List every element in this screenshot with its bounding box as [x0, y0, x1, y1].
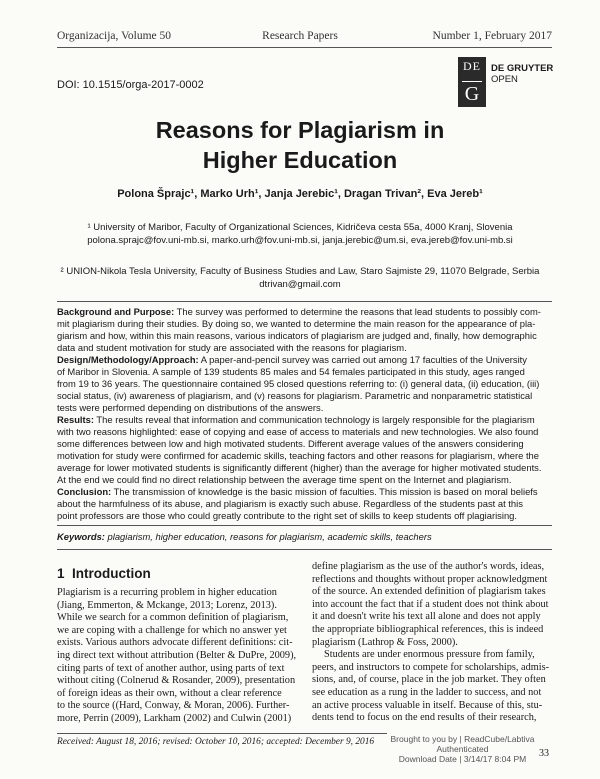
page-number: 33 — [539, 748, 549, 759]
body-line: Plagiarism is a recurring problem in higher education — [57, 587, 277, 598]
right-column — [312, 561, 552, 725]
affiliation-1-address: ¹ University of Maribor, Faculty of Organizational Sciences, Kidričeva cesta 55a, 4000 Kranj, Slovenia — [87, 222, 513, 233]
received-dates: Received: August 18, 2016; revised: October 10, 2016; accepted: December 9, 2016 — [57, 737, 375, 747]
abstract-line: The survey was performed to determine the reasons that lead students to possibly com- — [174, 306, 541, 317]
body-line: without citing (Colnerud & Rosander, 2009), presentation — [57, 675, 296, 687]
keywords-label: Keywords: — [57, 531, 105, 542]
publisher-logo — [458, 57, 486, 107]
abstract-line: data and student motivation for study are associated with the reasons for plagiarism. — [57, 342, 407, 353]
logo-top-text: DE — [463, 59, 481, 73]
abstract-background — [57, 306, 552, 354]
abstract-line: motivation for study were confirmed for academic skills, teaching factors and other reasons for plagiarism, where the — [57, 450, 539, 461]
body-line: (Jiang, Emmerton, & Mckange, 2013; Lorenz, 2013). — [57, 599, 277, 611]
abstract-line: average for lower motivated students is significantly different (higher) than the average for higher motivated students. — [57, 462, 542, 473]
body-line: more, Perrin (2009), Larkham (2002) and Culwin (2001) — [57, 712, 292, 724]
abstract-line: The results reveal that information and communication technology is largely responsible for the plagiarism — [94, 414, 535, 425]
keywords-text: plagiarism, higher education, reasons for plagiarism, academic skills, teachers — [104, 531, 432, 542]
left-column — [57, 587, 297, 726]
body-line: dents tend to focus on the end results of their research, — [312, 712, 537, 724]
body-line: of the source. An extended definition of plagiarism takes — [312, 586, 546, 598]
paper-title-line1: Reasons for Plagiarism in — [155, 117, 445, 143]
abstract-bottom-rule — [57, 525, 552, 526]
logo-bottom-text: G — [464, 83, 480, 105]
abstract-background-heading: Background and Purpose: — [57, 306, 175, 317]
body-line: define plagiarism as the use of the author's words, ideas, — [312, 561, 545, 572]
header-rule — [57, 47, 552, 48]
publisher-name — [491, 63, 553, 85]
body-line: an active process valuable in itself. Because of this, stu- — [312, 699, 543, 711]
abstract-line: point professors are those who could greatly contribute to the right set of skills to keep students off plagiarising. — [57, 510, 517, 521]
body-line: exists. Various authors advocate different definitions: cit- — [57, 637, 293, 649]
abstract-line: some differences between low and high motivated students. Different average values of the answers considering — [57, 438, 524, 449]
abstract-line: of Maribor in Slovenia. A sample of 139 students 85 males and 54 females participated in this study, ages ranged — [57, 366, 525, 377]
publisher-line1: DE GRUYTER — [491, 63, 554, 74]
affiliation-1-emails: polona.sprajc@fov.uni-mb.si, marko.urh@fov.uni-mb.si, janja.jerebic@um.si, eva.jereb@fov.uni-mb.si — [87, 234, 513, 246]
abstract-method-heading: Design/Methodology/Approach: — [57, 354, 199, 365]
abstract-top-rule — [57, 301, 552, 302]
body-line: plagiarism (Lathrop & Foss, 2000). — [312, 636, 458, 648]
abstract-line: social status, (iv) awareness of plagiarism, and (v) reasons for plagiarism. Parametric and nonparametric statistical — [57, 390, 533, 401]
affiliation-2-email: dtrivan@gmail.com — [259, 278, 341, 290]
body-line: it and doesn't write his text all alone and does not apply — [312, 611, 541, 623]
paper-title-line2: Higher Education — [202, 147, 398, 173]
abstract-line: tests were performed depending on distributions of the answers. — [57, 402, 324, 413]
footnote-rule — [57, 733, 387, 734]
doi: DOI: 10.1515/orga-2017-0002 — [57, 79, 204, 91]
abstract-conclusion — [57, 486, 552, 522]
body-line: reflections and thoughts without proper acknowledgment — [312, 573, 548, 585]
publisher-line2: OPEN — [491, 74, 518, 85]
affiliation-2 — [0, 266, 600, 291]
download-watermark — [385, 734, 540, 764]
affiliation-2-address: ² UNION-Nikola Tesla University, Faculty of Business Studies and Law, Staro Sajmiste 29, 11070 Belgrade, Serbia — [60, 266, 540, 277]
body-line: into account the fact that if a student does not think about — [312, 598, 549, 610]
body-line: of foreign ideas as their own, without a clear reference — [57, 687, 282, 699]
author-list: Polona Šprajc¹, Marko Urh¹, Janja Jerebic¹, Dragan Trivan², Eva Jereb¹ — [117, 188, 483, 200]
running-header-issue: Number 1, February 2017 — [432, 30, 552, 42]
abstract-results-heading: Results: — [57, 414, 94, 425]
running-header-journal: Organizacija, Volume 50 — [57, 30, 172, 42]
section-heading — [57, 566, 151, 581]
section-title: Introduction — [72, 566, 151, 581]
abstract-line: At the end we could find no direct relationship between the average time spent on the Internet and plagiarism. — [57, 474, 512, 485]
body-line: While we search for a common definition of plagiarism, — [57, 612, 289, 624]
section-number: 1 — [57, 566, 65, 581]
watermark-line2: Authenticated — [436, 744, 489, 754]
body-line: sions, and, of course, place in the job market. They often — [312, 674, 546, 686]
body-line: peers, and instructors to compete for scholarships, admis- — [312, 661, 550, 673]
abstract-method — [57, 354, 552, 414]
body-line: see education as a rung in the ladder to success, and not — [312, 686, 542, 698]
abstract-line: with two reasons highlighted: ease of copying and ease of access to materials and new technologies. We also found — [57, 426, 539, 437]
abstract-line: giarism and how, within this main reasons, various indicators of plagiarism are judged and, finally, how demographic — [57, 330, 537, 341]
abstract-results — [57, 414, 552, 486]
keywords — [57, 531, 432, 542]
abstract-line: mit plagiarism during their studies. By doing so, we wanted to determine the main reason for the appearance of pla- — [57, 318, 536, 329]
body-line: the appropriate bibliographical references, this is indeed — [312, 623, 544, 635]
body-line: to the source ((Hard, Conway, & Moran, 2006). Further- — [57, 700, 290, 712]
body-line: we are coping with a challenge for which no answer yet — [57, 624, 287, 636]
watermark-line1: Brought to you by | ReadCube/Labtiva — [390, 734, 535, 744]
body-line: Students are under enormous pressure from family, — [324, 649, 535, 661]
running-header-section: Research Papers — [262, 30, 338, 42]
abstract-line: The transmission of knowledge is the basic mission of faculties. This mission is based on moral beliefs — [111, 486, 538, 497]
abstract-conclusion-heading: Conclusion: — [57, 486, 112, 497]
affiliation-1 — [0, 222, 600, 247]
abstract-line: about the harmfulness of its abuse, and plagiarism is exactly such abuse. Regardless of the students past at this — [57, 498, 523, 509]
abstract — [57, 306, 552, 522]
abstract-line: A paper-and-pencil survey was carried out among 17 faculties of the University — [198, 354, 527, 365]
watermark-line3: Download Date | 3/14/17 8:04 PM — [398, 754, 527, 764]
body-line: ing direct text without attribution (Belter & DuPre, 2009), — [57, 649, 297, 661]
abstract-line: from 19 to 36 years. The questionnaire contained 95 closed questions referring to: (i) general data, (ii) education, (iii) — [57, 378, 540, 389]
logo-divider — [462, 81, 482, 82]
body-line: citing parts of text of another author, using parts of text — [57, 662, 285, 674]
keywords-rule — [57, 549, 552, 550]
